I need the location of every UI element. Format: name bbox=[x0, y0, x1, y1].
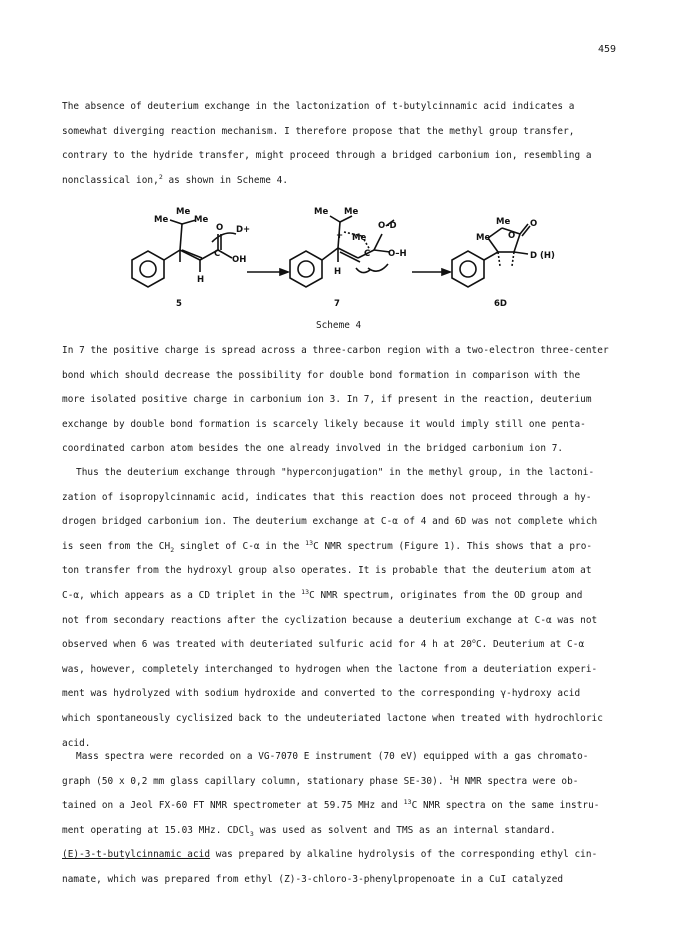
text-line: bond which should decrease the possibility for double bond formation in comparison with the bbox=[62, 369, 581, 381]
deuteron-label: D+ bbox=[236, 225, 251, 235]
me-label: Me bbox=[496, 217, 511, 227]
text-line: Mass spectra were recorded on a VG-7070 E instrument (70 eV) equipped with a gas chromato- bbox=[76, 751, 589, 762]
compound-label-6d: 6D bbox=[494, 299, 507, 309]
page-number: 459 bbox=[598, 44, 617, 55]
text-line: was, however, completely interchanged to hydrogen when the lactone from a deuteriation experi- bbox=[62, 663, 598, 675]
text-line: observed when 6 was treated with deuteriated sulfuric acid for 4 h at 20$^o$C. Deuterium at C-α bbox=[62, 637, 585, 651]
text-line: ton transfer from the hydroxyl group also operates. It is probable that the deuterium atom at bbox=[62, 565, 592, 577]
text-line: nonclassical ion,$^2$ as shown in Scheme 4. bbox=[62, 172, 289, 186]
me-label: Me bbox=[352, 233, 367, 243]
text-line: In 7 the positive charge is spread across a three-carbon region with a two-electron three-center bbox=[62, 345, 609, 356]
me-label: Me bbox=[476, 233, 491, 243]
text-line: zation of isopropylcinnamic acid, indicates that this reaction does not proceed through a hy- bbox=[62, 491, 592, 503]
benzene-ring-7 bbox=[290, 251, 322, 287]
compound-label-7: 7 bbox=[334, 299, 340, 309]
text-line: ment operating at 15.03 MHz. CDCl$_3$ was used as solvent and TMS as an internal standard. bbox=[62, 824, 556, 838]
compound-name-underlined: (E)-3-t-butylcinnamic acid bbox=[62, 849, 211, 861]
oxygen-label: O bbox=[508, 231, 516, 241]
compound-label-5: 5 bbox=[176, 299, 182, 309]
text-line: tained on a Jeol FX-60 FT NMR spectrometer at 59.75 MHz and $^{13}$C NMR spectra on the same instru- bbox=[62, 798, 600, 812]
text-line: The absence of deuterium exchange in the lactonization of t-butylcinnamic acid indicates a bbox=[62, 101, 575, 112]
oxygen-label: O bbox=[216, 223, 224, 233]
paragraph-2 bbox=[62, 339, 632, 462]
text-line: coordinated carbon atom besides the one already involved in the bridged carbonium ion 7. bbox=[62, 443, 564, 455]
hydrogen-label: H bbox=[197, 275, 205, 285]
paragraph-1 bbox=[62, 95, 632, 193]
me-label: Me bbox=[344, 207, 359, 217]
paragraph-4 bbox=[62, 745, 632, 893]
text-line: ment was hydrolyzed with sodium hydroxide and converted to the corresponding γ-hydroxy acid bbox=[62, 688, 581, 700]
text-line: graph (50 x 0,2 mm glass capillary column, stationary phase SE-30). $^1$H NMR spectra were ob- bbox=[62, 773, 579, 787]
oxygen-label: O bbox=[530, 219, 538, 229]
me-label: Me bbox=[176, 207, 191, 217]
text-line: (E)-3-t-butylcinnamic acid was prepared by alkaline hydrolysis of the corresponding ethyl cin- bbox=[62, 849, 598, 861]
benzene-ring-6d bbox=[452, 251, 484, 287]
hydrogen-label: H bbox=[334, 267, 342, 277]
me-label: Me bbox=[194, 215, 209, 225]
deuterium-label: D (H) bbox=[530, 251, 555, 261]
paragraph-3 bbox=[62, 461, 632, 756]
carbon-label: C bbox=[364, 249, 371, 259]
carbon-label: C bbox=[214, 249, 221, 259]
text-line: namate, which was prepared from ethyl (Z)-3-chloro-3-phenylpropenoate in a CuI catalyzed bbox=[62, 873, 564, 885]
text-line: somewhat diverging reaction mechanism. I therefore propose that the methyl group transfer, bbox=[62, 125, 575, 137]
scheme-caption: Scheme 4 bbox=[316, 320, 362, 331]
plus-charge-label: + bbox=[336, 231, 344, 241]
text-line: drogen bridged carbonium ion. The deuterium exchange at C-α of 4 and 6D was not complete which bbox=[62, 516, 598, 528]
me-label: Me bbox=[154, 215, 169, 225]
footnote-ref: 2 bbox=[158, 172, 163, 181]
text-line: not from secondary reactions after the cyclization because a deuterium exchange at C-α was not bbox=[62, 614, 598, 626]
text-line: is seen from the $CH_2$ singlet of C-α in the $^{13}$C NMR spectrum (Figure 1). This shows that a pro- bbox=[62, 538, 593, 554]
text-line: Thus the deuterium exchange through "hyperconjugation" in the methyl group, in the lactoni- bbox=[76, 467, 595, 478]
oh-label: O–H bbox=[388, 249, 407, 259]
text-line: more isolated positive charge in carbonium ion 3. In 7, if present in the reaction, deuterium bbox=[62, 394, 592, 406]
hydroxyl-label: OH bbox=[232, 255, 247, 265]
reaction-scheme bbox=[112, 200, 572, 316]
text-line: exchange by double bond formation is scarcely likely because it would imply still one penta- bbox=[62, 418, 586, 430]
text-line: contrary to the hydride transfer, might proceed through a bridged carbonium ion, resembling a bbox=[62, 150, 592, 162]
benzene-ring-5 bbox=[132, 251, 164, 287]
me-label: Me bbox=[314, 207, 329, 217]
od-label: O–D bbox=[378, 221, 397, 231]
text-line: C-α, which appears as a CD triplet in the $^{13}$C NMR spectrum, originates from the OD group and bbox=[62, 587, 583, 601]
text-line: acid. bbox=[62, 737, 91, 749]
text-line: which spontaneously cyclisized back to the undeuteriated lactone when treated with hydrochloric bbox=[62, 712, 603, 724]
